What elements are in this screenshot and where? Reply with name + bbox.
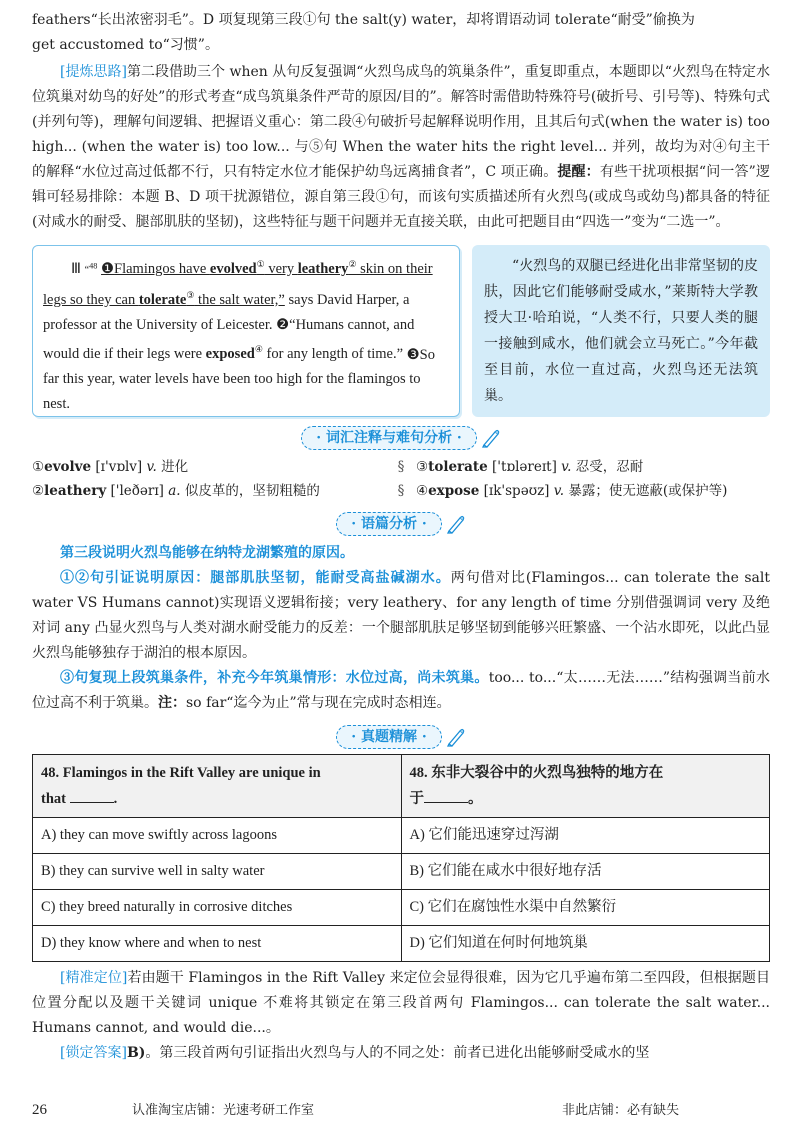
vocab-column-right xyxy=(416,455,770,503)
pen-icon xyxy=(481,428,501,448)
top-line-2: get accustomed to“习惯”。 xyxy=(32,37,219,53)
analysis-point-2: ③句复现上段筑巢条件，补充今年筑巢情形：水位过高，尚未筑巢。too... to...“太……无法……”结构强调当前水位过高不利于筑巢。注：so far“迄今为止”常与现在完成时态相连。 xyxy=(32,670,771,711)
shop-warning: 非此店铺：必有缺失 xyxy=(562,1103,680,1118)
option-row xyxy=(33,890,770,926)
sentence-1: ❶Flamingos have evolved① very leathery② skin on their legs so they can tolerate③ the salt water,” says David Harper, a professor at the University of Leicester. xyxy=(43,259,433,333)
vocab-item: ②leathery ['leðərɪ] a. 似皮革的，坚韧粗糙的 xyxy=(32,483,320,499)
vocab-item: ④expose [ɪk'spəʊz] v. 暴露；使无遮蔽(或保护等) xyxy=(415,483,728,499)
option-cn: D) 它们知道在何时何地筑巢 xyxy=(401,926,770,962)
page-number: 26 xyxy=(32,1102,47,1118)
vocab-divider: § § xyxy=(397,459,405,499)
page xyxy=(32,8,770,1066)
remind-text: 有些干扰项根据“问一答”逻辑可轻易排除：本题 B、D 项干扰源错位，源自第三段①句，而该句实质描述所有火烈鸟(或成鸟或幼鸟)都具备的特征(对咸水的耐受、腿部肌肤的坚韧)，这些特征与题干问题并无直接关联，由此可把题目由“四选一”变为“二选一”。 xyxy=(32,164,770,230)
passage-english-box: Ⅲ “$^{48}$ ❶Flamingos have evolved① very leathery② skin on their legs so they can tolerate③ the salt water,” says David Harper, a professor at the University of Leicester. ❷“Humans cannot, and would die if their legs were exposed④ for any length of time.” ❸So far this year, water levels have been too high for the flamingos to nest. xyxy=(32,245,460,417)
option-cn: C) 它们在腐蚀性水渠中自然繁衍 xyxy=(401,890,770,926)
option-en: B) they can survive well in salty water xyxy=(33,854,402,890)
vocab-column-left xyxy=(32,455,386,503)
question-stem-en: 48. Flamingos in the Rift Valley are unique in that . xyxy=(33,755,402,818)
pen-icon xyxy=(446,727,466,747)
sentence-3: ❸So far this year, water levels have been too high for the flamingos to nest. xyxy=(43,346,435,413)
page-footer xyxy=(32,1098,770,1123)
analysis-section-title: · 语篇分析 · xyxy=(336,512,442,536)
passage-chinese-box: “火烈鸟的双腿已经进化出非常坚韧的皮肤，因此它们能够耐受咸水，”莱斯特大学教授大卫·哈珀说，“人类不行，只要人类的腿一接触到咸水，他们就会立马死亡。”今年截至目前，水位一直过高，火烈鸟还无法筑巢。 xyxy=(472,245,770,417)
option-en: C) they breed naturally in corrosive ditches xyxy=(33,890,402,926)
shop-notice: 认准淘宝店铺：光速考研工作室 xyxy=(132,1103,315,1118)
question-stem-row xyxy=(33,755,770,818)
tips-text: 第二段借助三个 when 从句反复强调“火烈鸟成鸟的筑巢条件”，重复即重点，本题即以“火烈鸟在特定水位筑巢对幼鸟的好处”的形式考查“成鸟筑巢条件严苛的原因/目的”。解答时需借助特殊符号(破折号、引号等)、特殊句式(并列句等)，理解句间逻辑、把握语义重心：第二段④句破折号起解释说明作用，且其后句式(when the water is) too high... (when the water is) too low... 与⑤句 When the water hits the right level... 并列，故均为对④句主干的解释“水位过高过低都不行，只有特定水位才能保护幼鸟远离捕食者”，C 项正确。 xyxy=(32,64,770,180)
pen-icon xyxy=(446,514,466,534)
vocab-list xyxy=(32,455,770,503)
analysis-summary: 第三段说明火烈鸟能够在纳特龙湖繁殖的原因。 xyxy=(60,545,354,561)
top-line-1: feathers“长出浓密羽毛”。D 项复现第三段①句 the salt(y) water，却将谓语动词 tolerate“耐受”偷换为 xyxy=(32,12,695,28)
question-stem-cn: 48. 东非大裂谷中的火烈鸟独特的地方在 于 。 xyxy=(401,755,770,818)
option-row xyxy=(33,926,770,962)
vocab-section-header xyxy=(32,425,770,451)
tips-paragraph xyxy=(32,60,770,235)
question-section-header xyxy=(32,724,770,750)
tips-tag: [提炼思路] xyxy=(60,64,127,80)
option-cn: A) 它们能迅速穿过泻湖 xyxy=(401,818,770,854)
sentence-2: ❷“Humans cannot, and would die if their legs were exposed④ for any length of time.” xyxy=(43,316,415,363)
top-paragraph xyxy=(32,8,770,58)
remind-label: 提醒： xyxy=(557,164,600,180)
vocab-item: ①evolve [ɪ'vɒlv] v. 进化 xyxy=(32,459,189,475)
option-en: D) they know where and when to nest xyxy=(33,926,402,962)
question-section-title: · 真题精解 · xyxy=(336,725,442,749)
option-row xyxy=(33,854,770,890)
option-row xyxy=(33,818,770,854)
paragraph-marker: Ⅲ xyxy=(71,260,81,277)
option-cn: B) 它们能在咸水中很好地存活 xyxy=(401,854,770,890)
vocab-section-title: · 词汇注释与难句分析 · xyxy=(301,426,477,450)
analysis-section-header xyxy=(32,511,770,537)
vocab-item: ③tolerate ['tɒləreɪt] v. 忍受，忍耐 xyxy=(415,459,644,475)
passage-section xyxy=(32,245,770,417)
locate-paragraph: [精准定位]若由题干 Flamingos in the Rift Valley 来定位会显得很难，因为它几乎遍布第二至四段，但根据题目位置分配以及题干关键词 unique 不难将其锁定在第三段首两句 Flamingos... can tolerate the salt water... Humans cannot, and would die...。 xyxy=(32,970,770,1036)
answer-paragraph: [锁定答案]B)。第三段首两句引证指出火烈鸟与人的不同之处：前者已进化出能够耐受咸水的坚 xyxy=(60,1045,650,1061)
option-en: A) they can move swiftly across lagoons xyxy=(33,818,402,854)
analysis-point-1: ①②句引证说明原因：腿部肌肤坚韧，能耐受高盐碱湖水。两句借对比(Flamingos... can tolerate the salt water VS Humans cannot)实现语义逻辑衔接；very leathery、for any length of time 分别借强调词 very 及绝对词 any 凸显火烈鸟与人类对湖水耐受能力的反差：一个腿部肌肤足够坚韧到能够兴旺繁盛、一个沾水即死，以此凸显火烈鸟能够独存于湖泊的根本原因。 xyxy=(32,570,770,661)
question-table xyxy=(32,754,770,962)
